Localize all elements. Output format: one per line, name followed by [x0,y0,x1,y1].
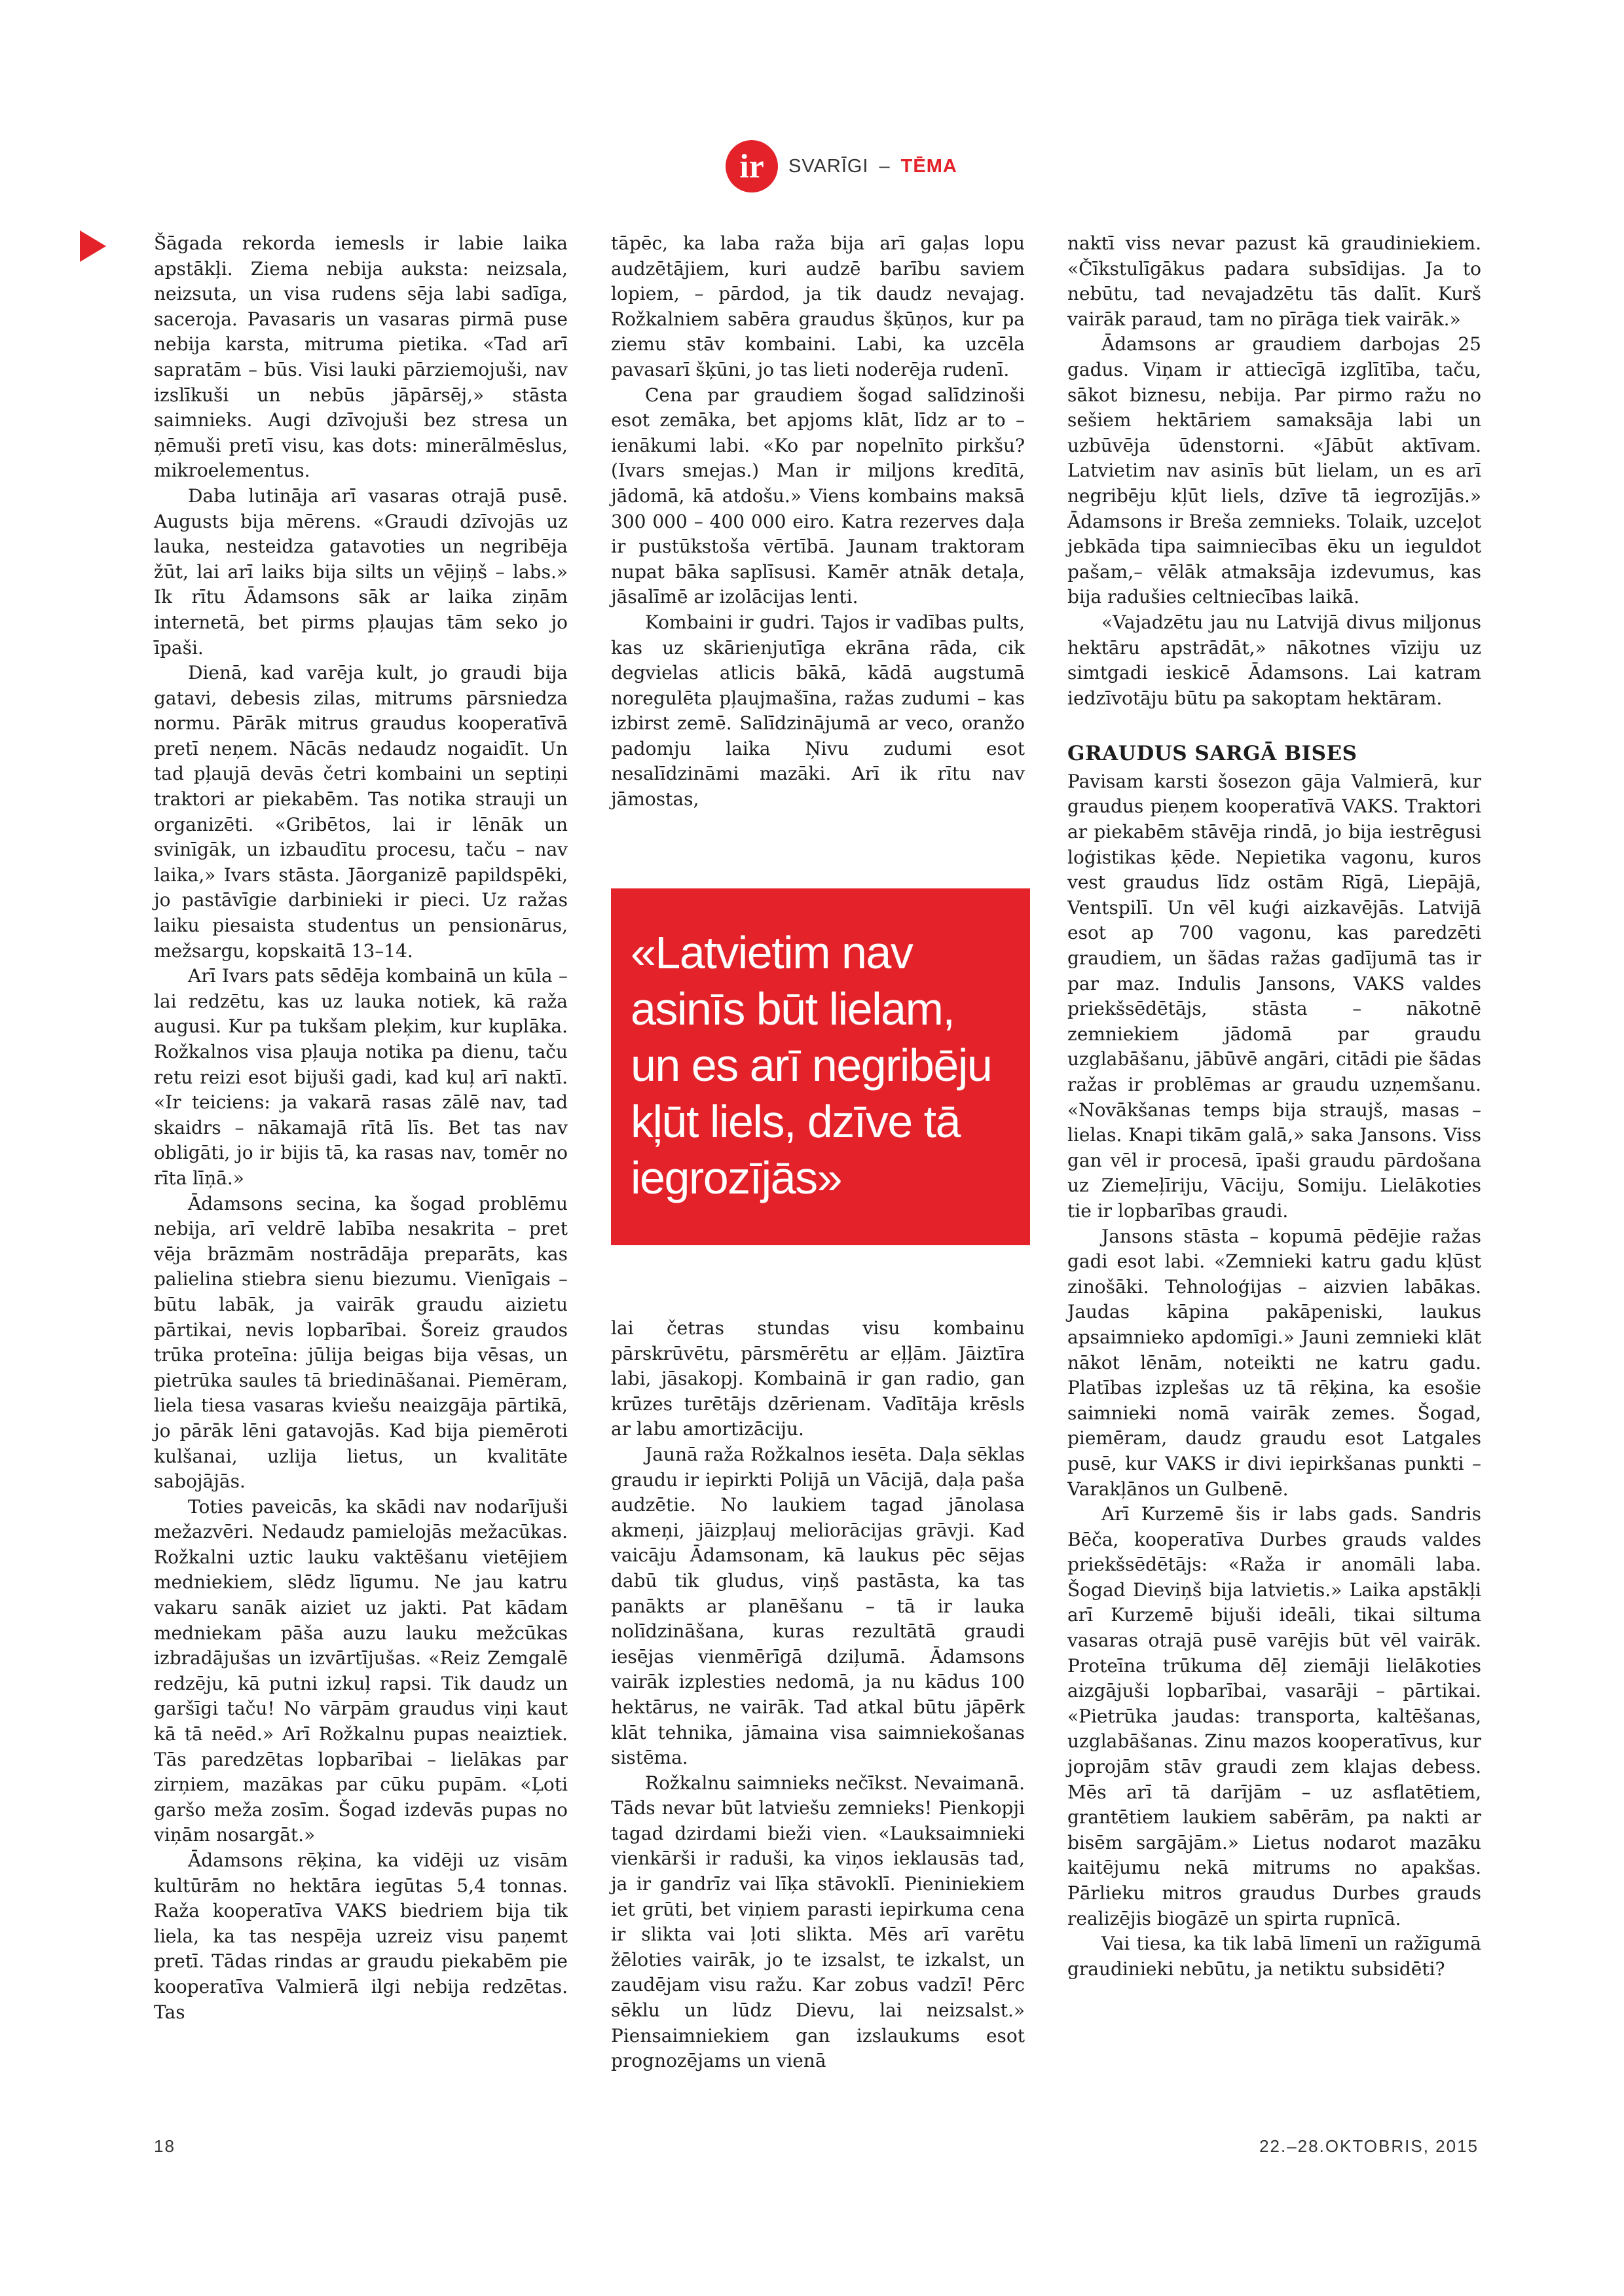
article-paragraph: Vai tiesa, ka tik labā līmenī un ražīgumā graudinieki nebūtu, ja netiktu subsidēti? [1067,1933,1481,1980]
page-number: 18 [154,2136,175,2156]
issue-date: 22.–28.OKTOBRIS, 2015 [1259,2136,1479,2156]
article-paragraph: Pavisam karsti šosezon gāja Valmierā, kur graudus pieņem kooperatīvā VAKS. Traktori ar piekabēm stāvēja rindā, jo bija iestrēgusi loģistikas ķēde. Nepietika vagonu, kuros vest graudus līdz ostām Rīgā, Liepājā, Ventspilī. Un vēl kuģi aizkavējās. Latvijā esot ap 700 vagonu, kas paredzēti graudiem, un šādas ražas gadījumā tas ir par maz. Indulis Jansons, VAKS valdes priekšsēdētājs, stāsta – nākotnē zemniekiem jādomā par graudu uzglabāšanu, jābūvē angāri, citādi pie šādas ražas ir problēmas ar graudu uzņemšanu. «Novākšanas temps bija straujš, masas – lielas. Knapi tikām galā,» saka Jansons. Viss gan vēl ir procesā, īpaši graudu pārdošana uz Ziemeļīriju, Vāciju, Somiju. Lielākoties tie ir lopbarības graudi. [1067,770,1481,1222]
article-paragraph: Ādamsons secina, ka šogad problēmu nebija, arī veldrē labība nesakrita – pret vēja brāzmām nostrādāja preparāts, kas palielina stiebra sienu biezumu. Vienīgais – būtu labāk, ja vairāk graudu aizietu pārtikai, nevis lopbarībai. Šoreiz graudos trūka proteīna: jūlija beigas bija vēsas, un pietrūka saules tā briedināšanai. Piemēram, liela tiesa vasaras kviešu neaizgāja pārtikā, jo pārāk lēni gatavojās. Kad bija piemēroti kulšanai, uzlija lietus, un kvalitāte sabojājās. [154,1192,568,1493]
article-column-1 [154,231,568,2025]
article-paragraph: Ādamsons ar graudiem darbojas 25 gadus. Viņam ir attiecīgā izglītība, taču, sākot biznesu, nebija. Par pirmo ražu no sešiem hektāriem samaksāja labi un uzbūvēja ūdenstorni. «Jābūt aktīvam. Latvietim nav asinīs būt lielam, un es arī negribēju kļūt liels, dzīve tā iegrozījās.» Ādamsons ir Breša zemnieks. Tolaik, uzceļot jebkāda tipa saimniecības ēku un ieguldot pašam,– vēlāk atmaksāja izdevumus, kas bija radušies celtniecības laikā. [1067,333,1481,608]
article-paragraph: «Vajadzētu jau nu Latvijā divus miljonus hektāru apstrādāt,» nākotnes vīziju uz simtgadi ieskicē Ādamsons. Lai katram iedzīvotāju būtu pa sakoptam hektāram. [1067,611,1481,709]
section-label: SVARĪGI [788,155,869,177]
article-paragraph: Rožkalnu saimnieks nečīkst. Nevaimanā. Tāds nevar būt latviešu zemnieks! Pienkopji tagad dzirdami bieži vien. «Lauksaimnieki vienkārši ir raduši, ka viņos ieklausās tad, ja ir gandrīz vai līķa stāvoklī. Pieniniekiem iet grūti, bet viņiem parasti iepirkuma cena ir slikta vai ļoti slikta. Mēs arī varētu žēloties vairāk, jo te izsalst, te izkalst, un zaudējam visu ražu. Kar zobus vadzī! Pērc sēklu un lūdz Dievu, lai neizsalst.» Piensaimniekiem gan izslaukums esot prognozējams un vienā [611,1772,1025,2072]
article-paragraph: Šāgada rekorda iemesls ir labie laika apstākļi. Ziema nebija auksta: neizsala, neizsuta, un visa rudens sēja labi sadīga, saceroja. Pavasaris un vasaras pirmā puse nebija karsta, mitruma pietika. «Tad arī sapratām – būs. Visi lauki pārziemojuši, nav izslīkuši un nebūs jāpārsēj,» stāsta saimnieks. Augi dzīvojuši bez stresa un ņēmuši pretī visu, kas dots: minerālmēslus, mikroelementus. [154,232,568,482]
pull-quote: «Latvietim nav asinīs būt lielam, un es arī negribēju kļūt liels, dzīve tā iegrozījās» [611,888,1030,1245]
article-paragraph: Ādamsons rēķina, ka vidēji uz visām kultūrām no hektāra iegūtas 5,4 tonnas. Raža kooperatīva VAKS biedriem bija tik liela, ka tas nespēja uzreiz visu paņemt pretī. Tādas rindas ar graudu piekabēm pie kooperatīva Valmierā ilgi nebija redzētas. Tas [154,1850,568,2023]
topic-label: TĒMA [900,155,957,177]
article-paragraph: naktī viss nevar pazust kā graudiniekiem. «Čīkstulīgākus padara subsīdijas. Ja to nebūtu, tad nevajadzētu tās dalīt. Kurš vairāk paraud, tam no pīrāga tiek vairāk.» [1067,232,1481,330]
article-paragraph: lai četras stundas visu kombainu pārskrūvētu, pārsmērētu ar eļļām. Jāiztīra labi, jāsakopj. Kombainā ir gan radio, gan krūzes turētājs dzērienam. Vadītāja krēsls ar labu amortizāciju. [611,1317,1025,1440]
article-column-2-top [611,231,1025,812]
section-header [726,139,957,194]
article-column-2-bottom [611,1316,1025,2074]
article-paragraph: Daba lutināja arī vasaras otrajā pusē. Augusts bija mērens. «Graudi dzīvojās uz lauka, nesteidza gatavoties un negribēja žūt, lai arī laiks bija silts un vējiņš – labs.» Ik rītu Ādamsons sāk ar laika ziņām internetā, bet pirms pļaujas tām seko jo īpaši. [154,484,568,659]
article-paragraph: tāpēc, ka laba raža bija arī gaļas lopu audzētājiem, kuri audzē barību saviem lopiem, – pārdod, ja tik daudz nevajag. Rožkalniem sabēra graudus šķūņos, kur pa ziemu stāv kombaini. Labi, ka uzcēla pavasarī šķūni, jo tas lieti noderēja rudenī. [611,232,1025,380]
article-paragraph: Arī Kurzemē šis ir labs gads. Sandris Bēča, kooperatīva Durbes grauds valdes priekšsēdētājs: «Raža ir anomāli laba. Šogad Dieviņš bija latvietis.» Laika apstākļi arī Kurzemē bijuši ideāli, tikai siltuma vasaras otrajā pusē varējis būt vēl vairāk. Proteīna trūkuma dēļ ziemāji lielākoties aizgājuši lopbarībai, vasarāji – pārtikai. «Pietrūka jaudas: transporta, kaltēšanas, uzglabāšanas. Zinu mazos kooperatīvus, kur joprojām stāv graudi zem klajas debess. Mēs arī tā darījām – uz asflatētiem, grantētiem laukiem sabērām, pa nakti ar bisēm sargājām.» Lietus nodarot mazāku kaitējumu nekā mitrums no apakšas. Pārlieku mitros graudus Durbes grauds realizējis biogāzē un spirta rupnīcā. [1067,1503,1481,1929]
article-paragraph: Jansons stāsta – kopumā pēdējie ražas gadi esot labi. «Zemnieki katru gadu kļūst zinošāki. Tehnoloģijas – aizvien labākas. Jaudas kāpina pakāpeniski, laukus apsaimnieko apdomīgi.» Jauni zemnieki klāt nākot lēnām, noteikti ne katru gadu. Platības izplešas uz tā rēķina, ka esošie saimnieki nomā vairāk zemes. Šogad, piemēram, daudz graudu esot Latgales pusē, kur VAKS ir divi iepirkšanas punkti – Varakļānos un Gulbenē. [1067,1225,1481,1500]
article-subheading: GRAUDUS SARGĀ BISES [1067,742,1357,766]
ir-logo: ir [726,140,778,192]
article-column-3 [1067,231,1481,1982]
article-paragraph: Arī Ivars pats sēdēja kombainā un kūla – lai redzētu, kas uz lauka notiek, kā raža augusi. Kur pa tukšam pleķim, kur kuplāka. Rožkalnos visa pļauja notika pa dienu, taču retu reizi esot bijuši gadi, kad kuļ arī naktī. «Ir teiciens: ja vakarā rasas zālē nav, tad skaidrs – nākamajā rītā līs. Bet tas nav obligāti, jo ir bijis tā, ka rasas nav, tomēr no rīta līņā.» [154,965,568,1189]
article-paragraph: Dienā, kad varēja kult, jo graudi bija gatavi, debesis zilas, mitrums pārsniedza normu. Pārāk mitrus graudus kooperatīvā pretī neņem. Nācās nedaudz nogaidīt. Un tad pļaujā devās četri kombaini un septiņi traktori ar piekabēm. Tas notika strauji un organizēti. «Gribētos, lai ir lēnāk un svinīgāk, un izbaudītu procesu, taču – nav laika,» Ivars stāsta. Jāorganizē papildspēki, jo pastāvīgie darbinieki ir pieci. Uz ražas laiku piesaista studentus un pensionārus, mežsargu, kopskaitā 13–14. [154,662,568,962]
section-separator: – [879,155,891,177]
article-paragraph: Jaunā raža Rožkalnos iesēta. Daļa sēklas graudu ir iepirkti Polijā un Vācijā, daļa paša audzētie. No laukiem tagad jānolasa akmeņi, jāizpļauj meliorācijas grāvji. Kad vaicāju Ādamsonam, kā laukus pēc sējas dabū tik gludus, viņš pastāsta, ka tas panākts ar planēšanu – tā ir lauka nolīdzināšana, kuras rezultātā graudi iesējas vienmērīgā dziļumā. Ādamsons vairāk izplesties nedomā, ja nu kādus 100 hektārus, ne vairāk. Tad atkal būtu jāpērk klāt tehnika, jāmaina visa saimniekošanas sistēma. [611,1443,1025,1769]
continuation-arrow-icon [80,230,106,262]
article-paragraph: Cena par graudiem šogad salīdzinoši esot zemāka, bet apjoms klāt, līdz ar to – ienākumi labi. «Ko par nopelnīto pirkšu? (Ivars smejas.) Man ir miljons kredītā, jādomā, kā atdošu.» Viens kombains maksā 300 000 – 400 000 eiro. Katra rezerves daļa ir pustūkstoša vērtībā. Jaunam traktoram nupat bāka saplīsusi. Kamēr atnāk detaļa, jāsalīmē ar izolācijas lenti. [611,384,1025,608]
article-paragraph: Kombaini ir gudri. Tajos ir vadības pults, kas uz skārienjutīga ekrāna rāda, cik degvielas atlicis bākā, kādā augstumā noregulēta pļaujmašīna, ražas zudumi – kas izbirst zemē. Salīdzinājumā ar veco, oranžo padomju laika Ņivu zudumi esot nesalīdzināmi mazāki. Arī ik rītu nav jāmostas, [611,611,1025,811]
article-paragraph: Toties paveicās, ka skādi nav nodarījuši mežazvēri. Nedaudz pamielojās mežacūkas. Rožkalni uztic lauku vaktēšanu vietējiem medniekiem, slēdz līgumu. Ne jau katru vakaru sanāk aiziet uz jakti. Pat kādam medniekam pāša auzu lauku mežcūkas izbradājušas un izvārtījušas. «Reiz Zemgalē redzēju, kā putni izkuļ rapsi. Tik daudz un garšīgi taču! No vārpām graudus viņi kaut kā tā neēd.» Arī Rožkalnu pupas neaiztiek. Tās paredzētas lopbarībai – lielākas par zirņiem, mazākas par cūku pupām. «Ļoti garšo meža zosīm. Šogad izdevās pupas no viņām nosargāt.» [154,1495,568,1846]
